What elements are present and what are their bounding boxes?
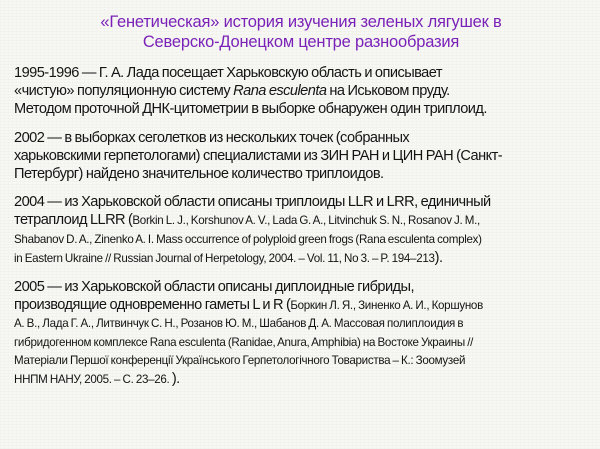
- citation-text: in Eastern Ukraine // Russian Journal of Herpetology, 2004. – Vol. 11, No 3. – P. 194–213: [14, 251, 435, 265]
- citation-line: Матеріали Першої конференції Українського Герпетологічного Товариства – К.: Зоомузей: [14, 353, 466, 367]
- citation-line: Shabanov D. A., Zinenko A. I. Mass occurrence of polyploid green frogs (Rana esculenta complex): [14, 232, 482, 246]
- paragraph-line: 1995-1996 — Г. А. Лада посещает Харьковскую область и описывает: [14, 65, 442, 81]
- text-run: производящие одновременно гаметы L и R (: [14, 297, 291, 314]
- paragraph-line: Методом проточной ДНК-цитометрии в выборке обнаружен один триплоид.: [14, 101, 487, 118]
- paragraph-line: [14, 82, 588, 100]
- paragraph-line: [14, 370, 588, 389]
- paragraph-2005: [14, 278, 588, 389]
- slide-title: [14, 12, 588, 52]
- text-run: тетраплоид LLRR (: [14, 212, 133, 229]
- paragraph-line: 2004 — из Харьковской области описаны триплоиды LLR и LRR, единичный: [14, 194, 491, 211]
- paragraph-line: [14, 249, 588, 268]
- citation-text: Borkin L. J., Korshunov A. V., Lada G. A., Litvinchuk S. N., Rosanov J. M.,: [132, 214, 480, 228]
- citation-line: А. В., Лада Г. А., Литвинчук С. Н., Розанов Ю. М., Шабанов Д. А. Массовая полиплоидия в: [14, 317, 464, 331]
- paragraph-2002: [14, 129, 588, 184]
- citation-text: ННПМ НАНУ, 2005. – С. 23–26.: [14, 373, 172, 387]
- slide-title-line-1: «Генетическая» история изучения зеленых лягушек в: [100, 13, 502, 31]
- citation-text: Боркин Л. Я., Зиненко А. И., Коршунов: [290, 299, 483, 313]
- paragraph-line: 2002 — в выборках сеголетков из нескольких точек (собранных: [14, 129, 410, 146]
- text-run: ).: [434, 249, 443, 266]
- paragraph-line: [14, 296, 588, 315]
- paragraph-line: [14, 211, 588, 230]
- paragraph-line: харьковскими герпетологами) специалистами из ЗИН РАН и ЦИН РАН (Санкт-: [14, 147, 503, 164]
- citation-line: гибридогенном комплексе Rana esculenta (Ranidae, Anura, Amphibia) на Востоке Украины //: [14, 335, 474, 349]
- paragraph-line: Петербург) найдено значительное количество триплоидов.: [14, 166, 384, 183]
- text-run: на Иськовом пруду.: [326, 83, 450, 100]
- paragraph-2004: [14, 193, 588, 268]
- text-run: «чистую» популяционную систему: [14, 83, 234, 100]
- species-name: Rana esculenta: [233, 83, 327, 100]
- slide-title-line-2: Северско-Донецком центре разнообразия: [142, 33, 460, 51]
- paragraph-line: 2005 — из Харьковской области описаны диплоидные гибриды,: [14, 279, 414, 296]
- paragraph-1995-1996: [14, 64, 588, 119]
- text-run: ).: [171, 371, 180, 388]
